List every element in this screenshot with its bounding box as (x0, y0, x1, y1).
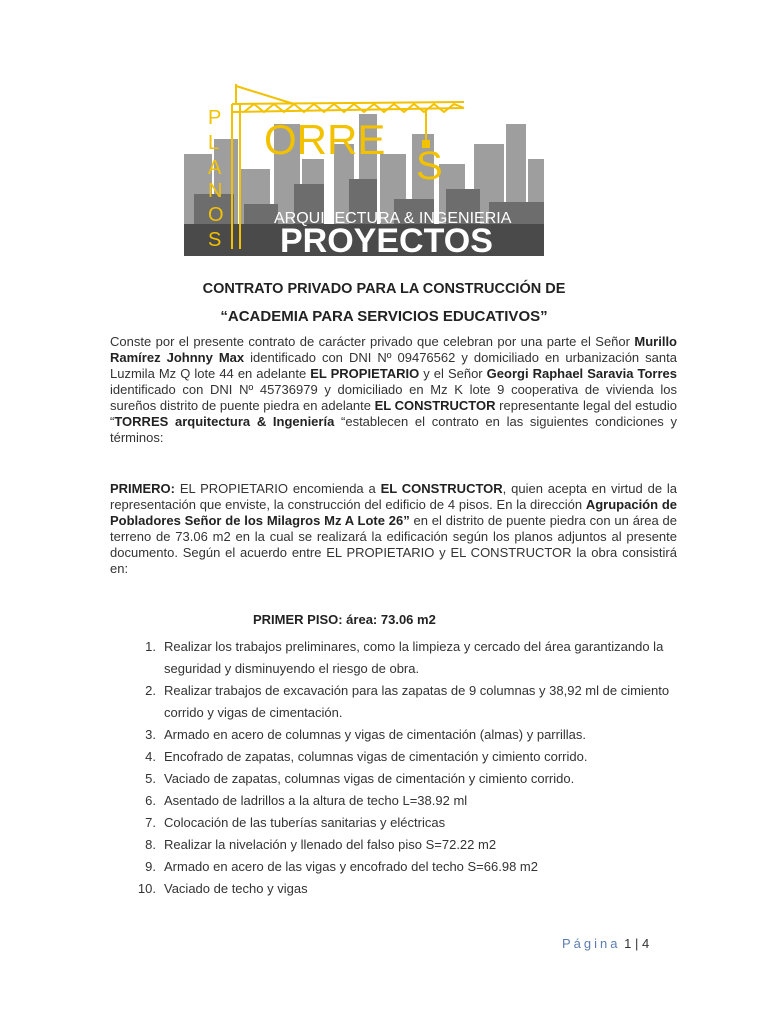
list-item (110, 636, 680, 680)
list-item-line: corrido y vigas de cimentación. (164, 705, 343, 720)
list-item-line: Colocación de las tuberías sanitarias y eléctricas (164, 815, 446, 830)
list-item-number: 4. (145, 749, 156, 764)
page-separator: | (634, 936, 639, 951)
list-item-number: 7. (145, 815, 156, 830)
list-item-number: 9. (145, 859, 156, 874)
list-item-line: Armado en acero de las vigas y encofrado del techo S=66.98 m2 (164, 859, 538, 874)
section-heading: PRIMER PISO: área: 73.06 m2 (253, 612, 436, 627)
list-item (110, 680, 680, 724)
logo-tagline: ARQUITECTURA & INGENIERIA (274, 210, 512, 227)
list-item-text (156, 746, 680, 768)
list-item (110, 768, 680, 790)
list-item (110, 746, 680, 768)
list-item-text (156, 790, 680, 812)
list-item-line: Realizar trabajos de excavación para las zapatas de 9 columnas y 38,92 ml de cimiento (164, 683, 670, 698)
task-list (110, 636, 680, 900)
logo-letter-l: L (208, 132, 220, 154)
intro-paragraph: Conste por el presente contrato de carácter privado que celebran por una parte el Señor Murillo Ramírez Johnny Max identificado con DNI Nº 09476562 y domiciliado en urbanización santa Luzmila Mz Q lote 44 en adelante EL PROPIETARIO y el Señor Georgi Raphael Saravia Torres identificado con DNI Nº 45736979 y domiciliado en Mz K lote 9 cooperativa de vivienda los sureños distrito de puente piedra en adelante EL CONSTRUCTOR representante legal del estudio “TORRES arquitectura & Ingeniería “establecen el contrato en las siguientes condiciones y términos: (110, 334, 678, 445)
list-item-text (156, 768, 680, 790)
list-item-line: Armado en acero de columnas y vigas de cimentación (almas) y parrillas. (164, 727, 586, 742)
list-item-number: 2. (145, 683, 156, 698)
contract-subtitle: “ACADEMIA PARA SERVICIOS EDUCATIVOS” (220, 308, 548, 325)
logo-subtitle: PROYECTOS (280, 222, 493, 256)
list-item-text (156, 834, 680, 856)
list-item (110, 856, 680, 878)
list-item-number: 5. (145, 771, 156, 786)
list-item-line: Vaciado de techo y vigas (164, 881, 308, 896)
list-item (110, 812, 680, 834)
list-item (110, 834, 680, 856)
logo-brand-s: S (416, 144, 443, 188)
list-item-line: seguridad y disminuyendo el riesgo de obra. (164, 661, 420, 676)
logo-letter-n: N (208, 180, 223, 202)
list-item-text (156, 812, 680, 834)
logo-letter-o: O (208, 204, 224, 226)
list-item-number: 1. (145, 639, 156, 654)
list-item-text (156, 724, 680, 746)
logo-letter-p: P (208, 107, 222, 129)
list-item (110, 790, 680, 812)
logo-brand: ORRE (264, 116, 386, 163)
list-item-line: Realizar los trabajos preliminares, como la limpieza y cercado del área garantizando la (164, 639, 664, 654)
logo-letter-s: S (208, 229, 222, 251)
list-item-line: Vaciado de zapatas, columnas vigas de cimentación y cimiento corrido. (164, 771, 575, 786)
contract-title: CONTRATO PRIVADO PARA LA CONSTRUCCIÓN DE (202, 281, 566, 297)
list-item-line: Realizar la nivelación y llenado del falso piso S=72.22 m2 (164, 837, 497, 852)
list-item-number: 6. (145, 793, 156, 808)
list-item-number: 10. (137, 881, 156, 896)
page-current: 1 (624, 936, 632, 951)
list-item-line: Asentado de ladrillos a la altura de techo L=38.92 ml (164, 793, 468, 808)
list-item-text (156, 636, 680, 680)
list-item (110, 878, 680, 900)
list-item-number: 8. (145, 837, 156, 852)
list-item-line: Encofrado de zapatas, columnas vigas de cimentación y cimiento corrido. (164, 749, 588, 764)
list-item-text (156, 878, 680, 900)
list-item-text (156, 856, 680, 878)
list-item-number: 3. (145, 727, 156, 742)
page-total: 4 (641, 936, 650, 951)
page-label: Página (562, 936, 621, 951)
page-number (562, 936, 649, 951)
primero-paragraph: PRIMERO: EL PROPIETARIO encomienda a EL CONSTRUCTOR, quien acepta en virtud de la representación que enviste, la construcción del edificio de 4 pisos. En la dirección Agrupación de Pobladores Señor de los Milagros Mz A Lote 26” en el distrito de puente piedra con un área de terreno de 73.06 m2 en la cual se realizará la edificación según los planos adjuntos al presente documento. Según el acuerdo entre EL PROPIETARIO y EL CONSTRUCTOR la obra consistirá en: (110, 481, 678, 576)
logo-letter-a: A (208, 157, 222, 179)
company-logo (184, 84, 544, 256)
list-item-text (156, 680, 680, 724)
list-item (110, 724, 680, 746)
